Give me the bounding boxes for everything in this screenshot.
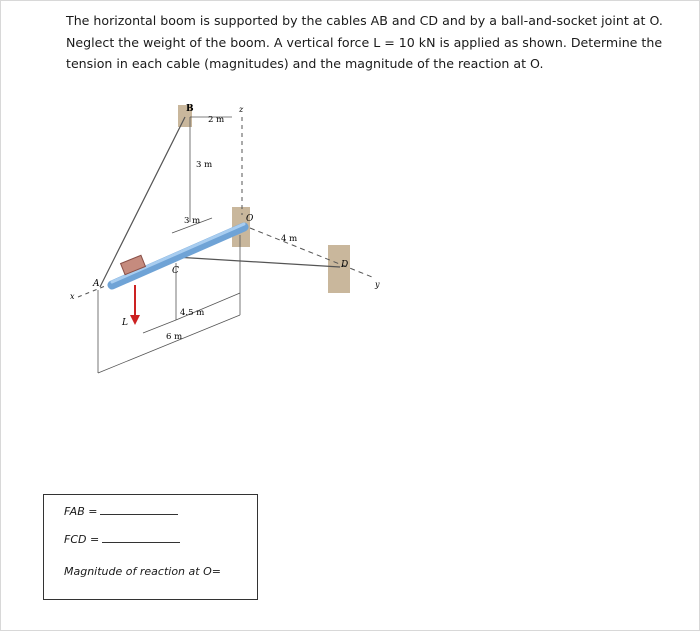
y-axis [250, 228, 372, 277]
label-4m: 4 m [281, 234, 298, 244]
label-2m: 2 m [208, 115, 225, 125]
label-x: x [70, 292, 75, 301]
reaction-label: Magnitude of reaction at O= [64, 565, 221, 578]
reaction-row [64, 565, 221, 578]
label-b: B [186, 104, 194, 114]
label-z: z [239, 105, 244, 114]
answer-box [43, 494, 258, 600]
label-c: C [172, 266, 179, 276]
boom-diagram [60, 95, 400, 385]
label-3m-boom: 3 m [184, 216, 201, 226]
label-l: L [122, 318, 128, 328]
label-4-5m: 4.5 m [180, 308, 205, 318]
cable-cd [175, 257, 340, 267]
problem-line-3: tension in each cable (magnitudes) and the magnitude of the reaction at O. [66, 56, 544, 71]
label-6m: 6 m [166, 332, 183, 342]
fcd-label: FCD = [64, 533, 100, 546]
problem-statement [66, 10, 666, 75]
fab-label: FAB = [64, 505, 98, 518]
label-y: y [375, 280, 380, 289]
boom [112, 227, 244, 285]
problem-line-1: The horizontal boom is supported by the cables AB and CD and by a ball-and-socket joint at O. [66, 13, 663, 28]
fab-blank[interactable] [100, 505, 178, 515]
label-o: O [246, 214, 254, 224]
fcd-blank[interactable] [102, 533, 180, 543]
fab-row [64, 505, 178, 518]
label-d: D [341, 260, 349, 270]
label-a: A [93, 279, 100, 289]
problem-line-2: Neglect the weight of the boom. A vertical force L = 10 kN is applied as shown. Determine the [66, 34, 663, 50]
fcd-row [64, 533, 180, 546]
label-3m-vertical: 3 m [196, 160, 213, 170]
